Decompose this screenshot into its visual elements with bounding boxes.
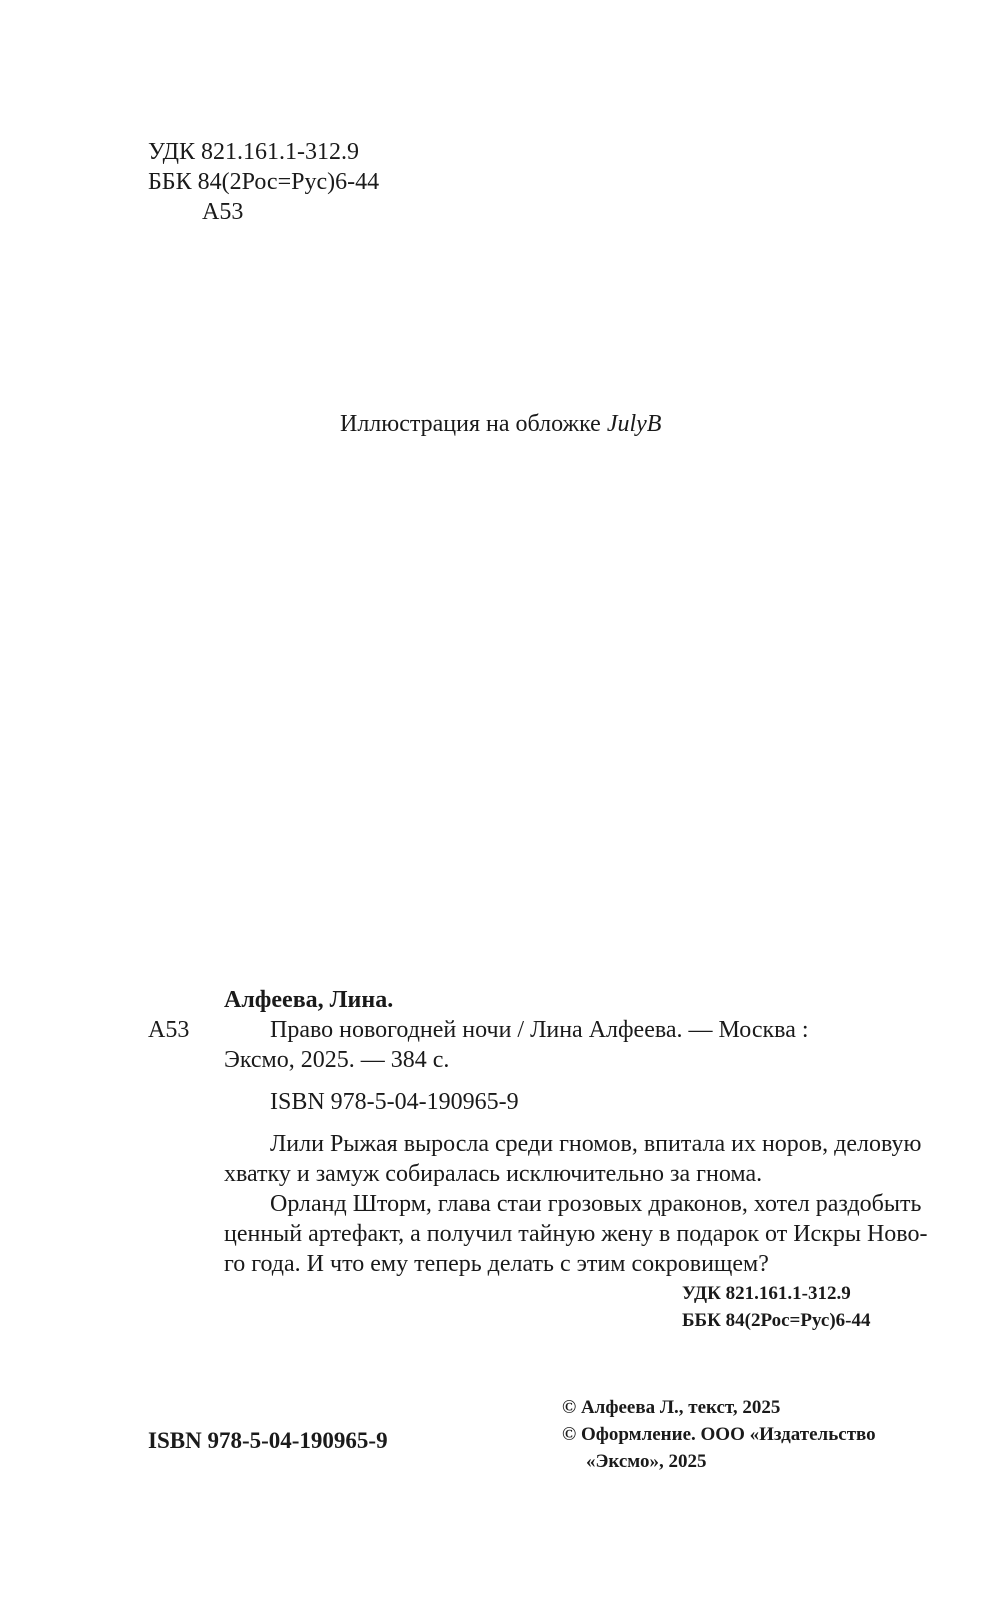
- illustration-prefix: Иллюстрация на обложке: [340, 411, 607, 437]
- isbn-bottom: ISBN 978-5-04-190965-9: [148, 1428, 388, 1453]
- copyright-line: © Алфеева Л., текст, 2025: [562, 1397, 781, 1418]
- annotation-line: Лили Рыжая выросла среди гномов, впитала их норов, деловую: [270, 1131, 922, 1157]
- udk-code: УДК 821.161.1-312.9: [148, 139, 359, 165]
- record-title-line-1: Право новогодней ночи / Лина Алфеева. — Москва :: [270, 1017, 809, 1043]
- record-author-mark: А53: [148, 1017, 190, 1043]
- annotation-line: Орланд Шторм, глава стаи грозовых драконов, хотел раздобыть: [270, 1191, 922, 1217]
- annotation-line: хватку и замуж собиралась исключительно за гнома.: [224, 1161, 763, 1187]
- record-author: Алфеева, Лина.: [224, 987, 394, 1013]
- author-mark: А53: [202, 199, 244, 225]
- annotation-line: ценный артефакт, а получил тайную жену в подарок от Искры Ново-: [224, 1221, 928, 1247]
- bbk-code-bottom: ББК 84(2Рос=Рус)6-44: [682, 1310, 871, 1331]
- illustration-credit: [340, 410, 661, 438]
- copyright-line: © Оформление. ООО «Издательство: [562, 1424, 876, 1445]
- record-title-line-2: Эксмо, 2025. — 384 с.: [224, 1047, 450, 1073]
- illustration-artist: JulyB: [606, 411, 662, 437]
- record-isbn: ISBN 978-5-04-190965-9: [270, 1089, 519, 1115]
- bbk-code: ББК 84(2Рос=Рус)6-44: [148, 169, 380, 195]
- annotation-line: го года. И что ему теперь делать с этим сокровищем?: [224, 1251, 769, 1277]
- copyright-line: «Эксмо», 2025: [586, 1451, 707, 1472]
- udk-code-bottom: УДК 821.161.1-312.9: [682, 1283, 851, 1304]
